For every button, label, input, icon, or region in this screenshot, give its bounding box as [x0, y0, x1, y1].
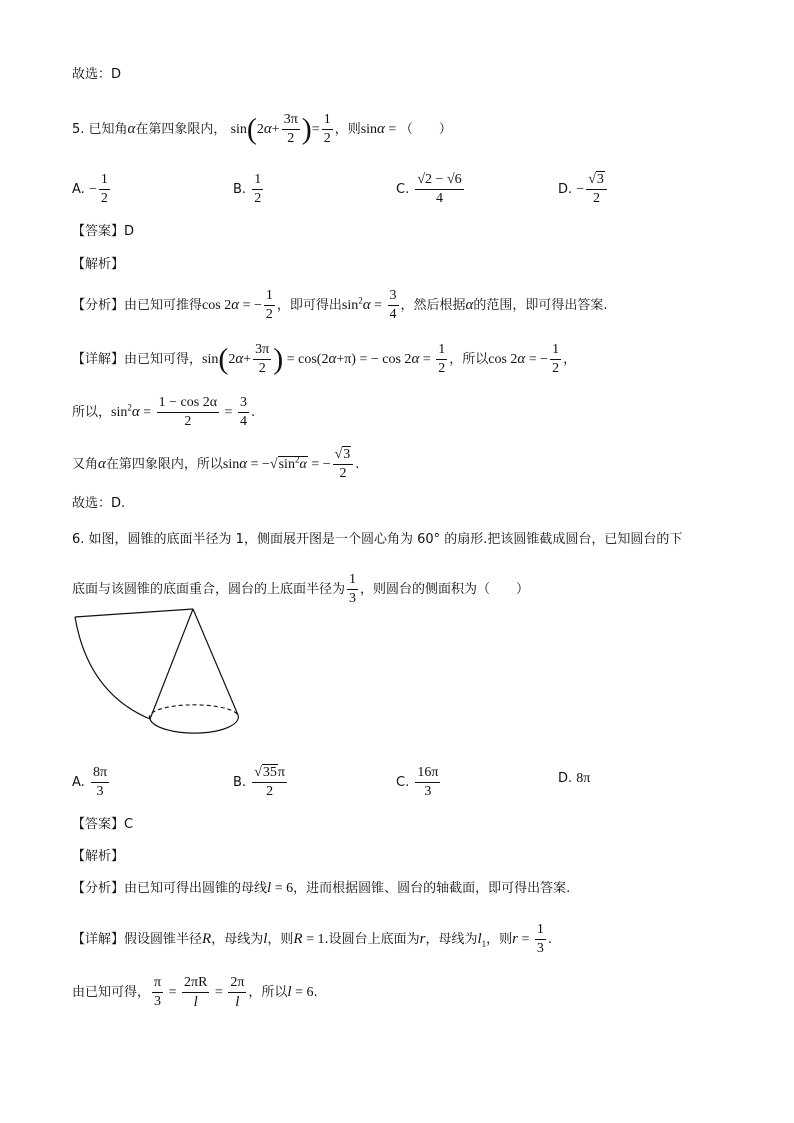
xiangjie-6: 【详解】假设圆锥半径R，母线为l，则R = 1.设圆台上底面为r，母线为$l_1$，则r = $\frac{1}{3}$ . [72, 922, 553, 956]
option-5-d: D. − $\frac{√3}{2}$ [558, 172, 609, 207]
question-5-stem: 5. 已知角α在第四象限内， sin(2α+ $\frac{3\pi}{2}$ )= $\frac{1}{2}$ ，则sinα = （ ） [72, 112, 452, 146]
xiangjie-5-line2: 所以，$\sin^2\alpha$ = $\frac{1 - \cos 2\alpha}{2}$ = $\frac{3}{4}$ . [72, 395, 256, 429]
analysis-heading-6: 【解析】 [72, 849, 125, 864]
analysis-heading-5: 【解析】 [72, 257, 125, 272]
option-6-c: C. $\frac{16\pi}{3}$ [396, 765, 439, 799]
fenxi-5: 【分析】由已知可推得cos 2α = − $\frac{1}{2}$ ，即可得出$\sin^2\alpha$ = $\frac{3}{4}$ ，然后根据α的范围，即可得出答案. [72, 288, 608, 322]
xiangjie-5-line3: 又角α在第四象限内，所以$\sin\alpha = -√\sin^2\alpha$ = − $\frac{√3}{2}$ . [72, 447, 360, 481]
question-6-stem-line2: 底面与该圆锥的底面重合，圆台的上底面半径为 $\frac{1}{3}$ ，则圆台的侧面积为（ ） [72, 572, 530, 606]
prev-answer-line: 故选：D [72, 67, 122, 82]
option-5-a: A. − $\frac{1}{2}$ [72, 172, 108, 206]
answer-6: 【答案】C [72, 817, 134, 832]
option-5-b: B. $\frac{1}{2}$ [233, 172, 262, 206]
xiangjie-6-line2: 由已知可得， $\frac{\pi}{3}$ = $\frac{2\pi R}{l}$ = $\frac{2\pi}{l}$ ，所以l = 6. [72, 975, 318, 1010]
answer-5: 【答案】D [72, 224, 135, 239]
xiangjie-5: 【详解】由已知可得，sin(2α+ $\frac{3\pi}{2}$ ) = cos(2α+π) = − cos 2α = $\frac{1}{2}$ ，所以cos 2α = − $\frac{1}{2}$ ， [72, 342, 577, 376]
final-choice-5: 故选：D. [72, 496, 126, 511]
option-6-d: D. 8π [558, 771, 591, 786]
sector-arc [75, 617, 150, 719]
cone-base-front [150, 715, 238, 733]
option-5-c: C. $\frac{√2 - √6}{4}$ [396, 172, 462, 206]
cone-sector-figure [70, 605, 250, 740]
option-6-b: B. $\frac{√35\pi}{2}$ [233, 765, 285, 799]
option-6-a: A. $\frac{8\pi}{3}$ [72, 765, 108, 799]
fenxi-6: 【分析】由已知可得出圆锥的母线l = 6，进而根据圆锥、圆台的轴截面，即可得出答案. [72, 880, 571, 896]
cone-left-slant [150, 609, 193, 719]
cone-base-back [149, 705, 238, 719]
cone-right-slant [193, 609, 238, 715]
sector-top-edge [75, 609, 193, 617]
question-6-stem-line1: 6. 如图，圆锥的底面半径为 1，侧面展开图是一个圆心角为 60° 的扇形.把该圆锥截成圆台，已知圆台的下 [72, 532, 683, 547]
